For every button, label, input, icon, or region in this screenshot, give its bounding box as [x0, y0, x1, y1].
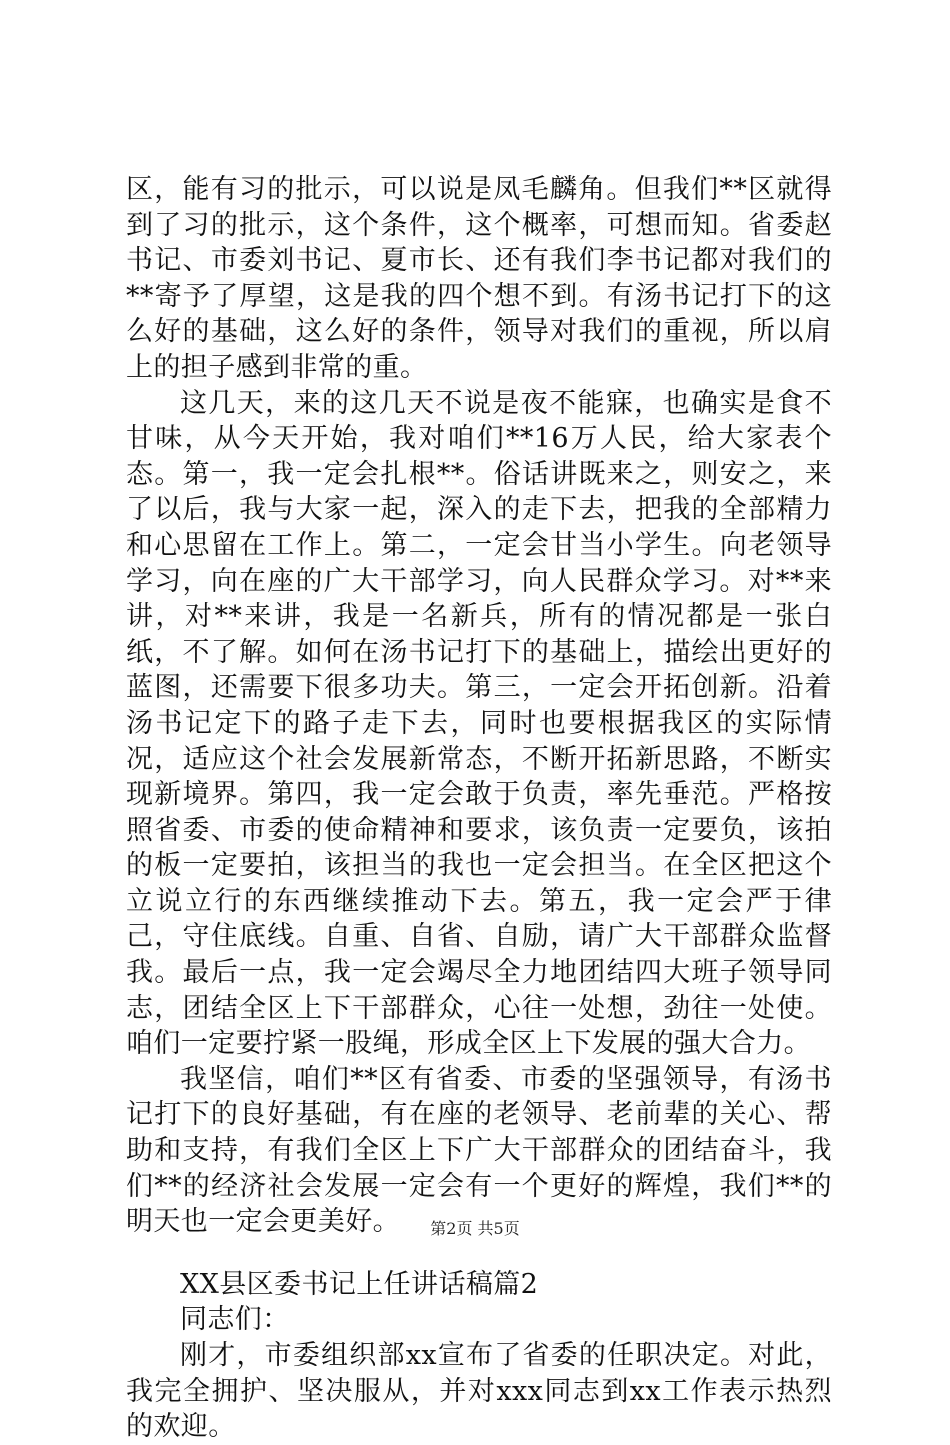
page-footer: 第2页 共5页 — [430, 1219, 520, 1238]
paragraph-continuation: 区，能有习的批示，可以说是凤毛麟角。但我们**区就得到了习的批示，这个条件，这个概率，可想而知。省委赵书记、市委刘书记、夏市长、还有我们李书记都对我们的**寄予了厚望，这是我的四个想不到。有汤书记打下的这么好的基础，这么好的条件，领导对我们的重视，所以肩上的担子感到非常的重。 — [126, 174, 832, 383]
paragraph-pledge: 这几天，来的这几天不说是夜不能寐，也确实是食不甘味，从今天开始，我对咱们**16万人民，给大家表个态。第一，我一定会扎根**。俗话讲既来之，则安之，来了以后，我与大家一起，深入的走下去，把我的全部精力和心思留在工作上。第二，一定会甘当小学生。向老领导学习，向在座的广大干部学习，向人民群众学习。对**来讲，对**来讲，我是一名新兵，所有的情况都是一张白纸，不了解。如何在汤书记打下的基础上，描绘出更好的蓝图，还需要下很多功夫。第三，一定会开拓创新。沿着汤书记定下的路子走下去，同时也要根据我区的实际情况，适应这个社会发展新常态，不断开拓新思路，不断实现新境界。第四，我一定会敢于负责，率先垂范。严格按照省委、市委的使命精神和要求，该负责一定要负，该拍的板一定要拍，该担当的我也一定会担当。在全区把这个立说立行的东西继续推动下去。第五，我一定会严于律己，守住底线。自重、自省、自励，请广大干部群众监督我。最后一点，我一定会竭尽全力地团结四大班子领导同志，团结全区上下干部群众，心往一处想，劲往一处使。咱们一定要拧紧一股绳，形成全区上下发展的强大合力。 — [126, 387, 832, 1060]
paragraph-conviction: 我坚信，咱们**区有省委、市委的坚强领导，有汤书记打下的良好基础，有在座的老领导、老前辈的关心、帮助和支持，有我们全区上下广大干部群众的团结奋斗，我们**的经济社会发展一定会有一个更好的辉煌，我们**的明天也一定会更美好。 — [126, 1063, 832, 1238]
paragraph-opening: 刚才，市委组织部xx宣布了省委的任职决定。对此，我完全拥护、坚决服从，并对xxx同志到xx工作表示热烈的欢迎。 — [126, 1340, 832, 1443]
section-heading: XX县区委书记上任讲话稿篇2 — [180, 1268, 539, 1300]
document-body — [126, 172, 832, 1445]
salutation: 同志们： — [180, 1304, 290, 1336]
